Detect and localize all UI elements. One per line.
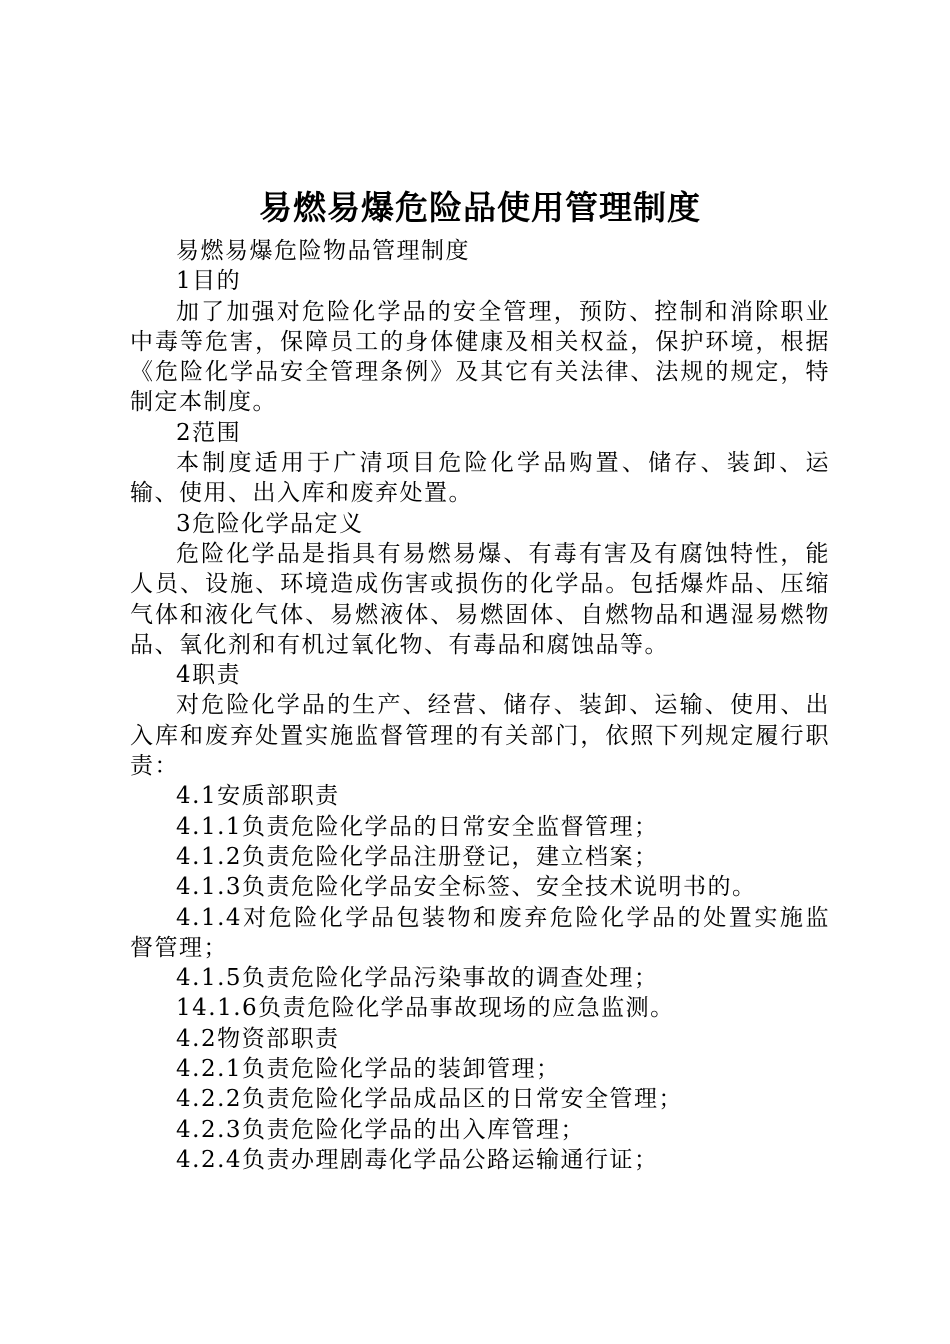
list-item: 4.1.3负责危险化学品安全标签、安全技术说明书的。 bbox=[176, 874, 757, 901]
list-item: 4.1.5负责危险化学品污染事故的调查处理； bbox=[176, 965, 659, 992]
list-item: 14.1.6负责危险化学品事故现场的应急监测。 bbox=[176, 995, 675, 1022]
document-title: 易燃易爆危险品使用管理制度 bbox=[259, 188, 701, 227]
list-item: 4.1.1负责危险化学品的日常安全监督管理； bbox=[176, 813, 659, 840]
subsection-heading-materials-dept: 4.2物资部职责 bbox=[176, 1025, 340, 1052]
section-heading-purpose: 1目的 bbox=[176, 268, 242, 295]
list-item: 4.2.3负责危险化学品的出入库管理； bbox=[176, 1116, 586, 1143]
scope-paragraph: 本制度适用于广清项目危险化学品购置、储存、装卸、运输、使用、出入库和废弃处置。 bbox=[130, 450, 830, 507]
subtitle-paragraph: 易燃易爆危险物品管理制度 bbox=[176, 238, 470, 264]
section-heading-definition: 3危险化学品定义 bbox=[176, 510, 364, 537]
section-heading-scope: 2范围 bbox=[176, 419, 242, 446]
definition-paragraph: 危险化学品是指具有易燃易爆、有毒有害及有腐蚀特性，能人员、设施、环境造成伤害或损伤的化学品。包括爆炸品、压缩气体和液化气体、易燃液体、易燃固体、自燃物品和遇湿易燃物品、氧化剂和有机过氧化物、有毒品和腐蚀品等。 bbox=[130, 540, 830, 658]
document-page bbox=[130, 180, 830, 1175]
list-item: 4.1.4对危险化学品包装物和废弃危险化学品的处置实施监督管理； bbox=[130, 904, 830, 961]
list-item: 4.2.2负责危险化学品成品区的日常安全管理； bbox=[176, 1086, 684, 1113]
list-item: 4.2.4负责办理剧毒化学品公路运输通行证； bbox=[176, 1146, 659, 1173]
purpose-paragraph: 加了加强对危险化学品的安全管理，预防、控制和消除职业中毒等危害，保障员工的身体健康及相关权益，保护环境，根据《危险化学品安全管理条例》及其它有关法律、法规的规定，特制定本制度。 bbox=[130, 298, 830, 416]
duties-paragraph: 对危险化学品的生产、经营、储存、装卸、运输、使用、出入库和废弃处置实施监督管理的有关部门，依照下列规定履行职责： bbox=[130, 692, 830, 780]
section-heading-duties: 4职责 bbox=[176, 662, 242, 689]
subsection-heading-safety-dept: 4.1安质部职责 bbox=[176, 783, 340, 810]
list-item: 4.2.1负责危险化学品的装卸管理； bbox=[176, 1056, 561, 1083]
list-item: 4.1.2负责危险化学品注册登记，建立档案； bbox=[176, 843, 659, 870]
